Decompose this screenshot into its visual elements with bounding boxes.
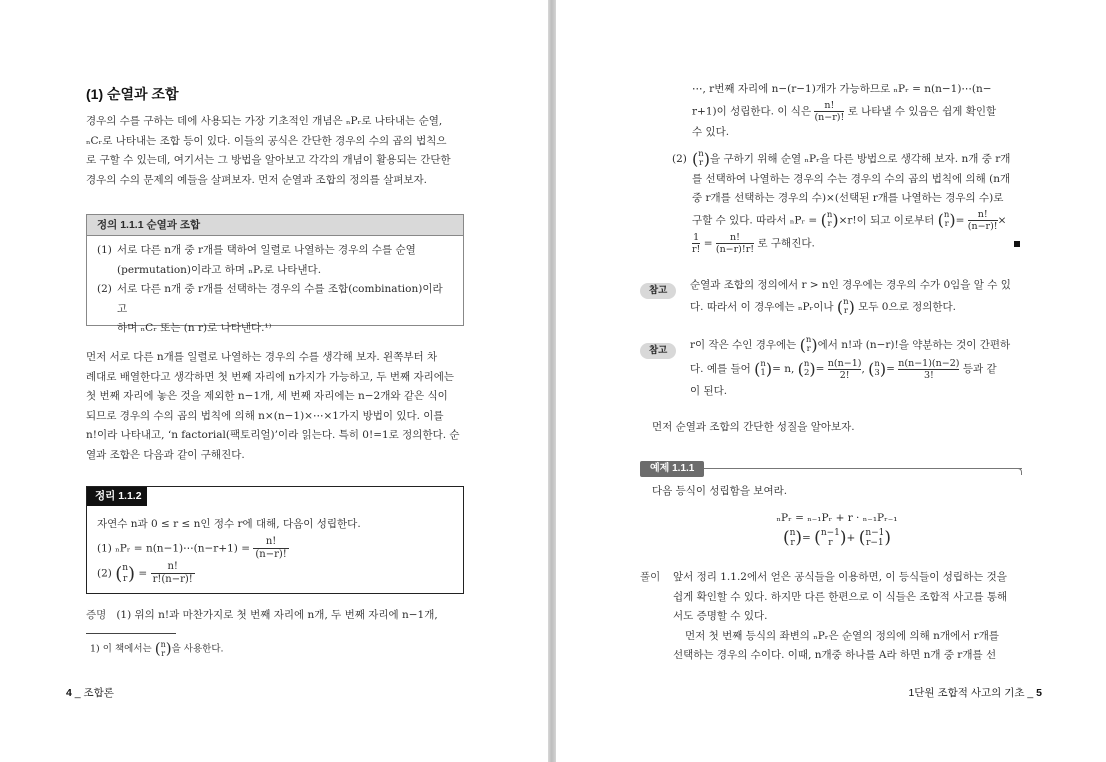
left-page [0, 0, 548, 762]
theorem-header: 정리 1.1.2 [87, 487, 147, 506]
fraction: $\frac{n!}{r!(n-r)!}$ [152, 561, 193, 585]
binomial: ( n 1 ) [754, 359, 773, 379]
binomial: ( n 3 ) [868, 359, 887, 379]
binomial: ( n r ) [799, 335, 818, 355]
proof-label: 증명 [86, 609, 107, 621]
theorem-formula-1: (1) ₙPᵣ = n(n−1)⋯(n−r+1) = $\frac{n!}{(n-r)!}$ [97, 536, 287, 560]
fraction: $\frac{n(n-1)(n-2)}{3!}$ [898, 357, 960, 381]
example-header [640, 461, 1022, 475]
fraction: $\frac{n(n-1)}{2!}$ [827, 357, 862, 381]
transition-text: 먼저 순열과 조합의 간단한 성질을 알아보자. [652, 421, 855, 433]
intro-line: ₙCᵣ로 나타내는 조합 등이 있다. 이들의 공식은 간단한 경우의 수의 곱의 법칙으 [86, 134, 447, 147]
footnote: 1) 이 책에서는 ( n r )을 사용한다. [90, 639, 224, 658]
body-line: 되므로 경우의 수의 곱의 법칙에 의해 n×(n−1)×⋯×1가지 방법이 있다. 이를 [86, 409, 444, 422]
intro-line: 로 구할 수 있는데, 여기서는 그 방법을 알아보고 각각의 개념이 활용되는 간단한 [86, 154, 451, 166]
solution-paragraph: 앞서 정리 1.1.2에서 얻은 공식들을 이용하면, 이 등식들이 성립하는 것을 쉽게 확인할 수 있다. 하지만 다른 한편으로 이 식들은 조합적 사고를 통해 서도 증명할 수 있다. 먼저 첫 번째 등식의 좌변의 ₙPᵣ은 순열의 정의에 의해 n개에서 r개를 선택하는 경우의 수이다. 이때, n개중 하나를 A라 하면 n개 중 r개를 선 [673, 571, 1008, 661]
note-2: r이 작은 수인 경우에는 ( n r )에서 n!과 (n−r)!을 약분하는 것이 간편하 다. 예를 들어 ( n 1 )= n, ( n 2 )= $\frac{n(n-1)}{2!}$ , ( n 3 )= $\frac{n(n-1)(n-2)}{3!}$ 등과 같 이 된다. [690, 335, 1011, 397]
theorem-box [86, 486, 464, 594]
definition-header: 정의 1.1.1 순열과 조합 [87, 215, 463, 236]
theorem-formula-2: (2) ( n r ) = $\frac{n!}{r!(n-r)!}$ [97, 561, 193, 585]
intro-paragraph [86, 112, 463, 190]
body-line: 열과 조합은 다음과 같이 구해진다. [86, 448, 245, 461]
page-label: 1단원 조합적 사고의 기초 _ [908, 687, 1034, 699]
definition-box [86, 214, 464, 334]
definition-item-2: (2) 서로 다른 n개 중 r개를 선택하는 경우의 수를 조합(combination)이라고 하며 ₙCᵣ 또는 (n r)로 나타낸다.¹⁾ [97, 283, 443, 334]
binomial: ( n r ) [782, 528, 803, 548]
binomial: ( n 2 ) [797, 359, 816, 379]
theorem-intro: 자연수 n과 0 ≤ r ≤ n인 정수 r에 대해, 다음이 성립한다. [97, 518, 361, 530]
proof-continuation: ⋯, r번째 자리에 n−(r−1)개가 가능하므로 ₙPᵣ = n(n−1)⋯(n− r+1)이 성립한다. 이 식은 $\frac{n!}{(n-r)!}$ 로 나타낼 수 있음은 쉽게 확인할 수 있다. [692, 80, 1022, 142]
body-paragraph [86, 348, 463, 465]
binomial: ( n−1 r ) [814, 528, 847, 548]
example-text: 다음 등식이 성립함을 보여라. [652, 485, 788, 497]
definition-item-1: (1) 서로 다른 n개 중 r개를 택하여 일렬로 나열하는 경우의 수를 순열 (permutation)이라고 하며 ₙPᵣ로 나타낸다. [97, 244, 416, 276]
left-page-footer [66, 685, 114, 700]
fraction: $\frac{n!}{(n-r)!r!}$ [715, 231, 755, 255]
intro-line: 경우의 수의 문제의 예들을 살펴보자. 먼저 순열과 조합의 정의를 살펴보자. [86, 173, 428, 186]
example-equation-1: ₙPᵣ = ₙ₋₁Pᵣ + r · ₙ₋₁Pᵣ₋₁ [776, 512, 898, 524]
binomial: ( n r ) [154, 639, 172, 658]
binomial: ( n r ) [115, 562, 136, 584]
proof-part-2: (2) ( n r )을 구하기 위해 순열 ₙPᵣ을 다른 방법으로 생각해 보자. n개 중 r개 를 선택하여 나열하는 경우의 수는 경우의 수의 곱의 법칙에 의해 (n개 중 r개를 선택하는 경우의 수)×(선택된 r개를 나열하는 경우의 수)로 구할 수 있다. 따라서 ₙPᵣ = ( n r )×r!이 되고 이로부터 ( n r )= $\frac{n!}{(n-r)!}$ × $\frac{1}{r!}$ = $\frac{n!}{(n-r)!r!}$ 로 구해진다. [672, 150, 1024, 255]
body-line: 먼저 서로 다른 n개를 일렬로 나열하는 경우의 수를 생각해 보자. 왼쪽부터 차 [86, 351, 438, 363]
binomial: ( n r ) [937, 210, 956, 230]
note-1: 순열과 조합의 정의에서 r > n인 경우에는 경우의 수가 0임을 알 수 있 다. 따라서 이 경우에는 ₙPᵣ이나 ( n r ) 모두 0으로 정의한다. [690, 279, 1011, 316]
fraction: $\frac{n!}{(n-r)!}$ [814, 99, 845, 123]
intro-line: 경우의 수를 구하는 데에 사용되는 가장 기초적인 개념은 ₙPᵣ로 나타내는 순열, [86, 115, 443, 127]
cont-line: r+1)이 성립한다. 이 식은 $\frac{n!}{(n-r)!}$ 로 나타낼 수 있음은 쉽게 확인할 [692, 99, 997, 123]
section-title: (1) 순열과 조합 [86, 86, 179, 102]
example-tag: 예제 1.1.1 [640, 461, 704, 477]
example-equation-2: ( n r )= ( n−1 r )+ ( n−1 r−1 ) [782, 528, 892, 548]
page-label: _ 조합론 [74, 687, 114, 699]
note-badge-2: 참고 [640, 338, 676, 359]
page-number: 5 [1036, 687, 1042, 699]
right-page-footer [908, 685, 1042, 700]
body-line: 첫 번째 자리에 놓은 것을 제외한 n−1개, 세 번째 자리에는 n−2개와 같은 식이 [86, 390, 448, 402]
footnote-rule [86, 633, 176, 634]
fraction: $\frac{n!}{(n-r)!}$ [255, 536, 287, 560]
fraction: $\frac{n!}{(n-r)!}$ [967, 208, 998, 232]
body-line: n!이라 나타내고, ‘n factorial(팩토리얼)’이라 읽는다. 특히 0!=1로 정의한다. 순 [86, 429, 460, 441]
binomial: ( n−1 r−1 ) [858, 528, 892, 548]
right-page [556, 0, 1106, 762]
page-number: 4 [66, 687, 72, 699]
note-badge-1: 참고 [640, 278, 676, 299]
binomial: ( n r ) [820, 210, 839, 230]
proof-line: 증명 (1) 위의 n!과 마찬가지로 첫 번째 자리에 n개, 두 번째 자리에 n−1개, [86, 609, 438, 621]
body-line: 례대로 배열한다고 생각하면 첫 번째 자리에 n가지가 가능하고, 두 번째 자리에는 [86, 370, 455, 383]
binomial: ( n r ) [692, 149, 710, 169]
solution-label: 풀이 [640, 571, 661, 583]
fraction: $\frac{1}{r!}$ [692, 231, 701, 255]
definition-body [87, 236, 463, 345]
qed-square-icon [1014, 241, 1020, 247]
theorem-body [87, 506, 463, 592]
book-gutter [548, 0, 556, 762]
binomial: ( n r ) [836, 296, 855, 316]
